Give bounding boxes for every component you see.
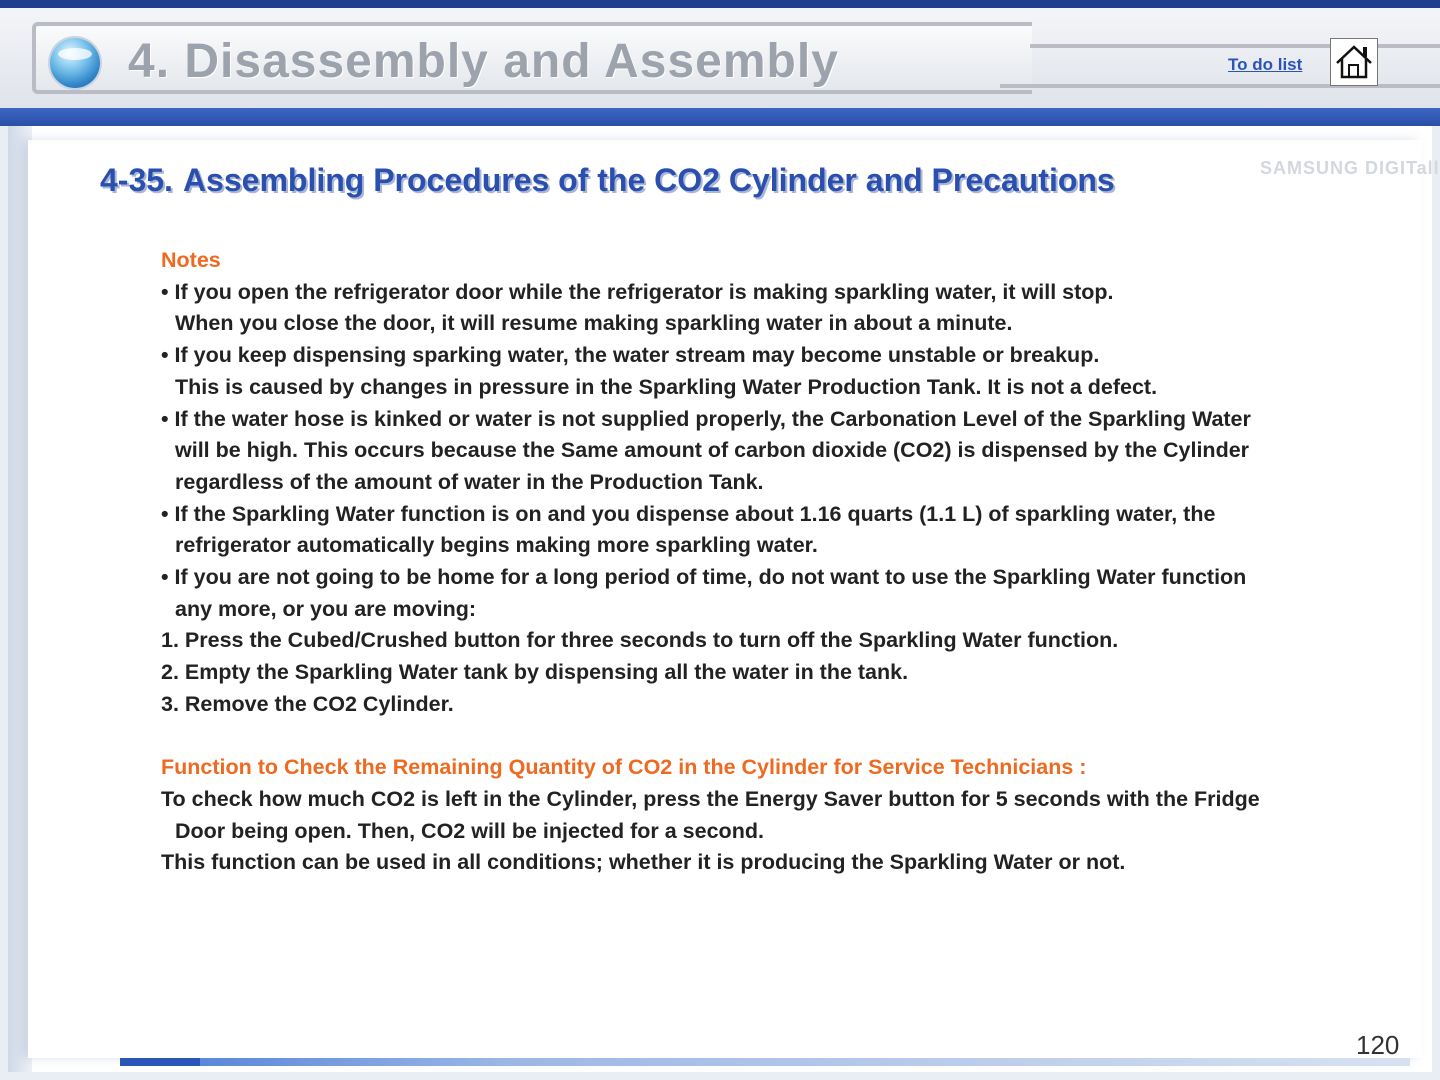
step-line: 1. Press the Cubed/Crushed button for three seconds to turn off the Sparkling Water function. bbox=[161, 628, 1119, 653]
function-check-line: To check how much CO2 is left in the Cylinder, press the Energy Saver button for 5 seconds with the Fridge bbox=[161, 786, 1260, 811]
globe-icon bbox=[50, 38, 100, 88]
home-button[interactable] bbox=[1330, 38, 1378, 86]
function-check-line: This function can be used in all conditions; whether it is producing the Sparkling Water or not. bbox=[161, 850, 1126, 875]
note-line: When you close the door, it will resume making sparkling water in about a minute. bbox=[175, 311, 1013, 336]
note-line: • If the Sparkling Water function is on and you dispense about 1.16 quarts (1.1 L) of sparkling water, the bbox=[161, 501, 1216, 526]
note-line: This is caused by changes in pressure in the Sparkling Water Production Tank. It is not a defect. bbox=[175, 374, 1158, 399]
note-line: refrigerator automatically begins making more sparkling water. bbox=[175, 533, 818, 558]
section-title bbox=[100, 162, 1115, 199]
chapter-title: 4. Disassembly and Assembly bbox=[128, 35, 839, 88]
step-line: 2. Empty the Sparkling Water tank by dispensing all the water in the tank. bbox=[161, 660, 909, 685]
content-body bbox=[161, 245, 1411, 879]
bottom-bar bbox=[120, 1058, 1410, 1066]
spacer bbox=[161, 721, 1411, 753]
note-line: • If you are not going to be home for a long period of time, do not want to use the Sparkling Water function bbox=[161, 565, 1247, 590]
blue-band bbox=[0, 108, 1440, 126]
top-strip bbox=[0, 0, 1440, 8]
step-line: 3. Remove the CO2 Cylinder. bbox=[161, 691, 454, 716]
home-icon bbox=[1331, 39, 1377, 85]
bottom-bar-accent bbox=[120, 1058, 200, 1066]
todo-list-link[interactable]: To do list bbox=[1228, 55, 1303, 74]
section-number: 4-35. bbox=[100, 162, 173, 198]
section-title-text: Assembling Procedures of the CO2 Cylinder and Precautions bbox=[182, 162, 1115, 198]
note-line: • If you keep dispensing sparking water, the water stream may become unstable or breakup. bbox=[161, 343, 1100, 368]
note-line: • If the water hose is kinked or water is not supplied properly, the Carbonation Level of the Sparkling Water bbox=[161, 406, 1251, 431]
note-line: will be high. This occurs because the Same amount of carbon dioxide (CO2) is dispensed by the Cylinder bbox=[175, 438, 1250, 463]
function-check-line: Door being open. Then, CO2 will be injected for a second. bbox=[175, 818, 764, 843]
note-line: • If you open the refrigerator door while the refrigerator is making sparkling water, it will stop. bbox=[161, 279, 1114, 304]
note-line: regardless of the amount of water in the Production Tank. bbox=[175, 469, 764, 494]
samsung-watermark: SAMSUNG DIGITall bbox=[1260, 158, 1440, 178]
function-check-heading: Function to Check the Remaining Quantity of CO2 in the Cylinder for Service Technicians : bbox=[161, 755, 1087, 780]
notes-heading: Notes bbox=[161, 248, 221, 272]
note-line: any more, or you are moving: bbox=[175, 596, 477, 621]
header-divider bbox=[1030, 44, 1440, 48]
page-number: 120 bbox=[1356, 1030, 1400, 1060]
